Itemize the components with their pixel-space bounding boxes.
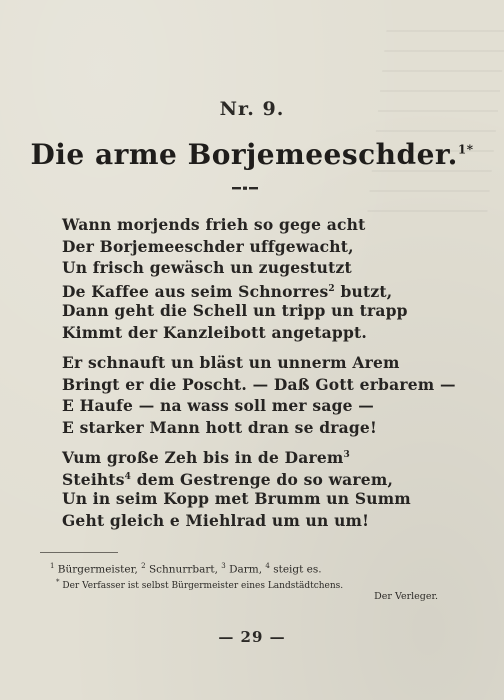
footnote-glossary [50, 559, 322, 577]
footnote-text: Schnurrbart, [145, 563, 222, 576]
verse-line [62, 467, 462, 489]
verse-text: Er schnauft un bläst un unnerm Arem [62, 353, 400, 372]
verse-line [62, 322, 462, 344]
verse-line [62, 257, 462, 279]
footnote-mark: 1 [50, 562, 55, 570]
verse-line [62, 214, 462, 236]
footnote-mark: * [56, 578, 60, 586]
footnote-mark: 3 [221, 562, 226, 570]
verse-line [62, 352, 462, 374]
footnote-mark: 4 [124, 471, 132, 482]
verse-text: Bringt er die Poscht. — Daß Gott erbarem — [62, 374, 456, 394]
footnote-text: Der Verfasser ist selbst Bürgermeister eines Landstädtchens. [59, 581, 344, 591]
footnote-mark: 4 [265, 562, 270, 570]
verse-line [62, 279, 462, 301]
verse-text: E Haufe — na wass soll mer sage — [62, 396, 374, 415]
footnote-text: steigt es. [269, 563, 322, 576]
verse-text: Steihts [62, 469, 125, 489]
title-footnote-mark: 1* [457, 142, 474, 157]
verse-text: Dann geht die Schell un tripp un trapp [62, 301, 408, 320]
verse-text: Un in seim Kopp met Brumm un Summ [62, 489, 411, 508]
stanza-1 [62, 214, 462, 343]
verse-text: E starker Mann hott dran se drage! [62, 417, 377, 437]
verse-line [62, 417, 462, 439]
verse-line [62, 488, 462, 510]
footnote-mark: 2 [141, 562, 146, 570]
footnote-mark: 2 [328, 283, 335, 294]
verse-line [62, 300, 462, 322]
footnote-text: Darm, [225, 563, 266, 576]
ornament-dash [232, 185, 258, 191]
poem-title [0, 138, 504, 171]
poem-title-text: Die arme Borjemeeschder. [30, 138, 458, 171]
verse-line [62, 395, 462, 417]
footnote-signature: Der Verleger. [374, 591, 438, 602]
stanza-2 [62, 352, 462, 438]
verse-line [62, 236, 462, 258]
verse-text: De Kaffee aus seim Schnorres [62, 281, 329, 301]
footnote-divider [40, 552, 118, 553]
verse-line [62, 510, 462, 532]
footnote-mark: 3 [343, 450, 350, 460]
stanza-3 [62, 445, 462, 531]
verse-line [62, 445, 462, 467]
poem-number: Nr. 9. [219, 98, 285, 120]
show-through-text [365, 30, 504, 230]
footnote-text: Bürgermeister, [54, 563, 142, 576]
verse-line [62, 374, 462, 396]
footnote-author-note [56, 575, 343, 593]
verse-text: Un frisch gewäsch un zugestutzt [62, 258, 352, 277]
verse-text: Geht gleich e Miehlrad um un um! [62, 510, 370, 530]
verse-text: Wann morjends frieh so gege acht [62, 215, 366, 234]
verse-text-continued: butzt, [334, 281, 393, 301]
verse-text: Kimmt der Kanzleibott angetappt. [62, 322, 367, 342]
verse-text-continued: dem Gestrenge do so warem, [131, 469, 394, 489]
verse-text: Vum große Zeh bis in de Darem [62, 448, 344, 468]
page-number: — 29 — [218, 628, 286, 646]
verse-text: Der Borjemeeschder uffgewacht, [62, 236, 354, 256]
